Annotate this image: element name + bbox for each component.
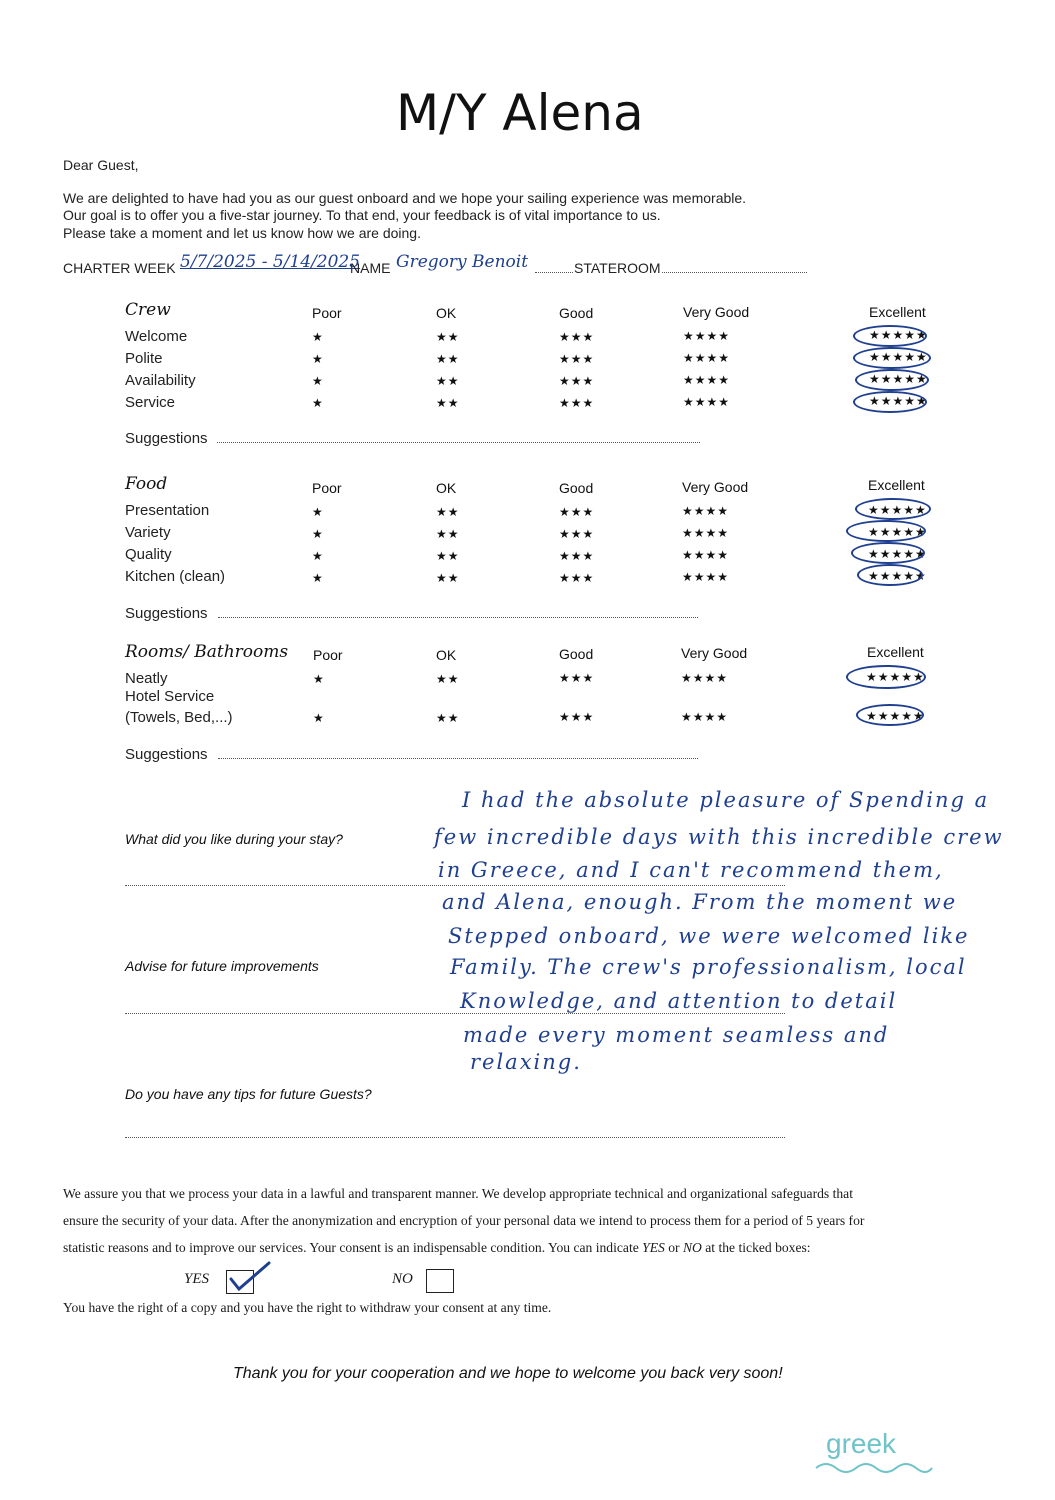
rating-label: (Towels, Bed,...) [125,709,233,726]
excellent-circle-mark [853,347,931,369]
no-checkbox[interactable] [426,1269,454,1293]
star-excellent[interactable]: ★★★★★ [866,709,925,723]
excellent-circle-mark [855,498,931,520]
star-poor[interactable]: ★ [312,549,324,563]
rating-label: Presentation [125,502,210,519]
star-good[interactable]: ★★★ [559,330,595,344]
question-advise: Advise for future improvements [125,958,319,974]
star-ok[interactable]: ★★ [436,549,460,563]
answer-field-advise[interactable] [125,1013,785,1014]
star-poor[interactable]: ★ [312,396,324,410]
star-very-good[interactable]: ★★★★ [683,329,731,343]
yes-label: YES [184,1271,210,1287]
suggestions-field[interactable] [218,758,698,759]
star-poor[interactable]: ★ [312,505,324,519]
star-ok[interactable]: ★★ [436,396,460,410]
col-very-good: Very Good [683,304,750,320]
excellent-circle-mark [855,369,929,391]
star-excellent[interactable]: ★★★★★ [869,328,928,342]
section-title-food: Food [125,474,168,494]
yes-checkbox[interactable] [226,1270,254,1294]
privacy-no-word: NO [682,1240,702,1255]
rating-label: Variety [125,524,171,541]
col-very-good: Very Good [682,479,749,495]
star-good[interactable]: ★★★ [559,671,595,685]
star-very-good[interactable]: ★★★★ [683,373,731,387]
answer-field-liked[interactable] [125,885,785,886]
review-line: Family. The crew's professionalism, local [450,955,967,979]
privacy-line-1: We assure you that we process your data in a lawful and transparent manner. We develop appropriate technical and organizational safeguards that [63,1186,853,1201]
star-excellent[interactable]: ★★★★★ [869,350,928,364]
charter-week-label: CHARTER WEEK [63,260,176,276]
rating-label: Polite [125,350,163,367]
rating-label: Quality [125,546,172,563]
suggestions-label: Suggestions [125,746,208,763]
stateroom-field[interactable] [662,272,807,273]
star-very-good[interactable]: ★★★★ [681,710,729,724]
star-ok[interactable]: ★★ [436,711,460,725]
star-excellent[interactable]: ★★★★★ [868,525,927,539]
col-excellent: Excellent [869,304,926,320]
privacy-line-3-end: at the ticked boxes: [705,1240,811,1255]
excellent-circle-mark [857,564,923,586]
privacy-or-word: or [668,1240,680,1255]
star-ok[interactable]: ★★ [436,352,460,366]
excellent-circle-mark [846,520,926,542]
intro-line-1: We are delighted to have had you as our guest onboard and we hope your sailing experience was memorable. [63,190,747,206]
star-good[interactable]: ★★★ [559,571,595,585]
star-good[interactable]: ★★★ [559,505,595,519]
star-excellent[interactable]: ★★★★★ [866,670,925,684]
logo [800,1428,1020,1478]
name-value[interactable]: Gregory Benoit [396,252,529,272]
review-line: made every moment seamless and [463,1023,890,1047]
page-title: M/Y Alena [396,84,644,142]
question-liked: What did you like during your stay? [125,831,343,847]
suggestions-field[interactable] [217,442,700,443]
star-ok[interactable]: ★★ [436,571,460,585]
privacy-line-3-text: statistic reasons and to improve our services. Your consent is an indispensable condition. You can indicate [63,1240,639,1255]
star-very-good[interactable]: ★★★★ [683,395,731,409]
col-ok: OK [436,480,457,496]
rating-label: Kitchen (clean) [125,568,226,585]
star-excellent[interactable]: ★★★★★ [869,394,928,408]
star-ok[interactable]: ★★ [436,330,460,344]
review-line: few incredible days with this incredible crew [434,825,1004,849]
star-good[interactable]: ★★★ [559,549,595,563]
section-title-rooms: Rooms/ Bathrooms [125,642,289,662]
no-label: NO [392,1271,413,1287]
star-good[interactable]: ★★★ [559,710,595,724]
star-good[interactable]: ★★★ [559,527,595,541]
col-poor: Poor [312,480,342,496]
review-line: in Greece, and I can't recommend them, [438,858,944,882]
stateroom-label: STATEROOM [574,260,661,276]
star-good[interactable]: ★★★ [559,374,595,388]
star-excellent[interactable]: ★★★★★ [868,547,927,561]
col-poor: Poor [313,647,343,663]
star-ok[interactable]: ★★ [436,672,460,686]
excellent-circle-mark [846,665,926,689]
suggestions-field[interactable] [218,617,698,618]
privacy-yes-word: YES [642,1240,665,1255]
answer-field-tips[interactable] [125,1137,785,1138]
star-poor[interactable]: ★ [312,374,324,388]
star-very-good[interactable]: ★★★★ [683,351,731,365]
greeting: Dear Guest, [63,157,139,173]
star-excellent[interactable]: ★★★★★ [869,372,928,386]
charter-week-value[interactable]: 5/7/2025 - 5/14/2025 [180,252,361,272]
star-good[interactable]: ★★★ [559,396,595,410]
name-dots [535,272,573,273]
col-good: Good [559,480,594,496]
col-excellent: Excellent [868,477,925,493]
suggestions-label: Suggestions [125,605,208,622]
star-very-good[interactable]: ★★★★ [682,526,730,540]
intro-line-2: Our goal is to offer you a five-star journey. To that end, your feedback is of vital importance to us. [63,207,661,223]
rights-text: You have the right of a copy and you have the right to withdraw your consent at any time. [63,1300,552,1315]
col-ok: OK [436,305,457,321]
name-label: NAME [350,260,391,276]
star-excellent[interactable]: ★★★★★ [868,569,927,583]
checkmark-icon [225,1259,275,1293]
star-ok[interactable]: ★★ [436,505,460,519]
star-good[interactable]: ★★★ [559,352,595,366]
rating-label: Availability [125,372,196,389]
col-excellent: Excellent [867,644,924,660]
privacy-line-2: ensure the security of your data. After the anonymization and encryption of your personal data we intend to process them for a period of 5 years for [63,1213,865,1228]
star-poor[interactable]: ★ [312,571,324,585]
intro-line-3: Please take a moment and let us know how we are doing. [63,225,421,241]
privacy-line-3 [63,1240,811,1256]
thanks-message: Thank you for your cooperation and we hope to welcome you back very soon! [233,1365,783,1382]
star-poor[interactable]: ★ [313,711,325,725]
star-poor[interactable]: ★ [312,352,324,366]
review-line: Knowledge, and attention to detail [460,989,898,1013]
logo-text: greek [826,1428,897,1459]
excellent-circle-mark [856,704,924,726]
star-poor[interactable]: ★ [312,527,324,541]
suggestions-label: Suggestions [125,430,208,447]
col-ok: OK [436,647,457,663]
star-very-good[interactable]: ★★★★ [681,671,729,685]
rating-label: Service [125,394,176,411]
star-ok[interactable]: ★★ [436,374,460,388]
col-very-good: Very Good [681,645,748,661]
col-good: Good [559,646,594,662]
star-very-good[interactable]: ★★★★ [682,504,730,518]
review-line: relaxing. [470,1050,582,1074]
rating-label: Welcome [125,328,188,345]
star-very-good[interactable]: ★★★★ [682,570,730,584]
star-ok[interactable]: ★★ [436,527,460,541]
review-line: and Alena, enough. From the moment we [442,890,958,914]
star-very-good[interactable]: ★★★★ [682,548,730,562]
star-excellent[interactable]: ★★★★★ [868,503,927,517]
col-poor: Poor [312,305,342,321]
section-title-crew: Crew [125,300,171,320]
excellent-circle-mark [853,391,927,413]
rating-label: Hotel Service [125,688,215,705]
review-line: Stepped onboard, we were welcomed like [448,924,970,948]
excellent-circle-mark [851,542,925,564]
star-poor[interactable]: ★ [312,330,324,344]
rating-label: Neatly [125,670,168,687]
review-line: I had the absolute pleasure of Spending a [462,788,990,812]
col-good: Good [559,305,594,321]
wave-icon [814,1460,934,1476]
question-tips: Do you have any tips for future Guests? [125,1086,372,1102]
star-poor[interactable]: ★ [313,672,325,686]
excellent-circle-mark [853,325,927,347]
